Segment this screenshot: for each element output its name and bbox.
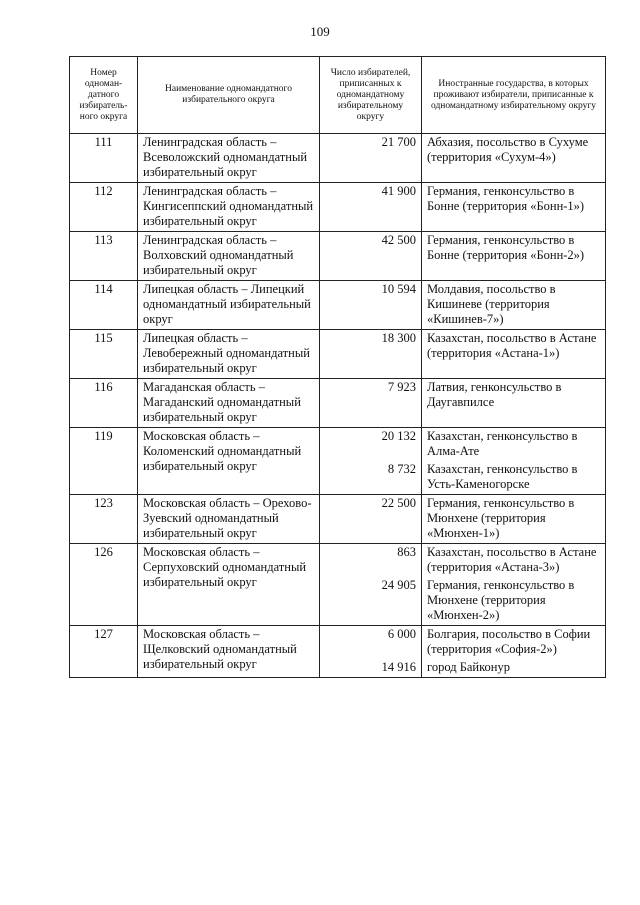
- foreign-state-cell: [422, 428, 606, 495]
- voter-count: 863: [397, 545, 416, 559]
- foreign-state: Молдавия, посольство в Кишиневе (территория «Кишинев-7»): [427, 282, 556, 326]
- voter-count: 20 132: [381, 429, 416, 443]
- foreign-state-cell: [422, 281, 606, 330]
- voter-count: 22 500: [381, 496, 416, 510]
- district-number: 116: [70, 379, 138, 428]
- header-voter-count: Число избирателей, приписанных к одномандатному избирательному округу: [320, 57, 422, 134]
- foreign-state: Казахстан, генконсульство в Алма-Ате: [427, 429, 578, 458]
- table-row: [70, 232, 606, 281]
- voter-count-cell: [320, 379, 422, 428]
- district-number: 126: [70, 544, 138, 626]
- foreign-state-cell: [422, 379, 606, 428]
- foreign-state: Казахстан, посольство в Астане (территория «Астана-1»): [427, 331, 597, 360]
- district-number: 119: [70, 428, 138, 495]
- district-name: Ленинградская область – Всеволожский одномандатный избирательный округ: [138, 134, 320, 183]
- district-name: Московская область – Орехово-Зуевский одномандатный избирательный округ: [138, 495, 320, 544]
- foreign-state: Абхазия, посольство в Сухуме (территория «Сухум-4»): [427, 135, 589, 164]
- foreign-state: город Байконур: [427, 660, 510, 674]
- foreign-state: Германия, генконсульство в Бонне (территория «Бонн-2»): [427, 233, 585, 262]
- header-district-number: Номер одноман-датного избиратель-ного округа: [70, 57, 138, 134]
- table-header: [70, 57, 606, 134]
- voter-count: 42 500: [381, 233, 416, 247]
- district-number: 115: [70, 330, 138, 379]
- table-body: [70, 134, 606, 678]
- voter-count-cell: [320, 626, 422, 678]
- voter-count: 18 300: [381, 331, 416, 345]
- voter-count: 14 916: [381, 660, 416, 674]
- foreign-state-cell: [422, 544, 606, 626]
- voter-count: 8 732: [387, 462, 416, 476]
- page-number: 109: [310, 24, 330, 39]
- voter-count-cell: [320, 330, 422, 379]
- voter-count-cell: [320, 183, 422, 232]
- district-name: Липецкая область – Липецкий одномандатный избирательный округ: [138, 281, 320, 330]
- foreign-state: Германия, генконсульство в Бонне (территория «Бонн-1»): [427, 184, 585, 213]
- foreign-state: Германия, генконсульство в Мюнхене (территория «Мюнхен-1»): [427, 496, 575, 540]
- foreign-state: Болгария, посольство в Софии (территория «София-2»): [427, 627, 591, 656]
- header-row: [70, 57, 606, 134]
- foreign-state-cell: [422, 232, 606, 281]
- table-row: [70, 626, 606, 678]
- voter-count: 41 900: [381, 184, 416, 198]
- voter-count-cell: [320, 495, 422, 544]
- header-foreign-states: Иностранные государства, в которых проживают избиратели, приписанные к одномандатному избирательному округу: [422, 57, 606, 134]
- foreign-state-cell: [422, 495, 606, 544]
- table-row: [70, 544, 606, 626]
- foreign-state: Казахстан, генконсульство в Усть-Каменогорске: [427, 462, 578, 491]
- district-number: 123: [70, 495, 138, 544]
- voter-count: 10 594: [381, 282, 416, 296]
- district-name: Магаданская область – Магаданский одномандатный избирательный округ: [138, 379, 320, 428]
- voter-count-cell: [320, 428, 422, 495]
- header-district-name: Наименование одномандатного избирательного округа: [138, 57, 320, 134]
- foreign-state: Казахстан, посольство в Астане (территория «Астана-3»): [427, 545, 597, 574]
- voter-count: 6 000: [387, 627, 416, 641]
- district-name: Ленинградская область – Кингисеппский одномандатный избирательный округ: [138, 183, 320, 232]
- foreign-state: Латвия, генконсульство в Даугавпилсе: [427, 380, 562, 409]
- table-row: [70, 183, 606, 232]
- voter-count-cell: [320, 134, 422, 183]
- district-name: Московская область – Серпуховский одномандатный избирательный округ: [138, 544, 320, 626]
- table-row: [70, 428, 606, 495]
- table-row: [70, 281, 606, 330]
- district-number: 127: [70, 626, 138, 678]
- voter-count: 21 700: [381, 135, 416, 149]
- voter-count: 24 905: [381, 578, 416, 592]
- district-name: Липецкая область – Левобережный одномандатный избирательный округ: [138, 330, 320, 379]
- district-number: 113: [70, 232, 138, 281]
- district-number: 111: [70, 134, 138, 183]
- foreign-state-cell: [422, 134, 606, 183]
- table-row: [70, 379, 606, 428]
- foreign-state-cell: [422, 183, 606, 232]
- foreign-state-cell: [422, 330, 606, 379]
- table-row: [70, 134, 606, 183]
- district-name: Московская область – Коломенский одномандатный избирательный округ: [138, 428, 320, 495]
- foreign-state: Германия, генконсульство в Мюнхене (территория «Мюнхен-2»): [427, 578, 575, 622]
- district-name: Ленинградская область – Волховский одномандатный избирательный округ: [138, 232, 320, 281]
- voter-count: 7 923: [387, 380, 416, 394]
- district-number: 112: [70, 183, 138, 232]
- district-name: Московская область – Щелковский одномандатный избирательный округ: [138, 626, 320, 678]
- table-row: [70, 495, 606, 544]
- foreign-state-cell: [422, 626, 606, 678]
- voter-count-cell: [320, 544, 422, 626]
- district-number: 114: [70, 281, 138, 330]
- voter-count-cell: [320, 281, 422, 330]
- voter-count-cell: [320, 232, 422, 281]
- table-row: [70, 330, 606, 379]
- districts-table: [69, 56, 606, 678]
